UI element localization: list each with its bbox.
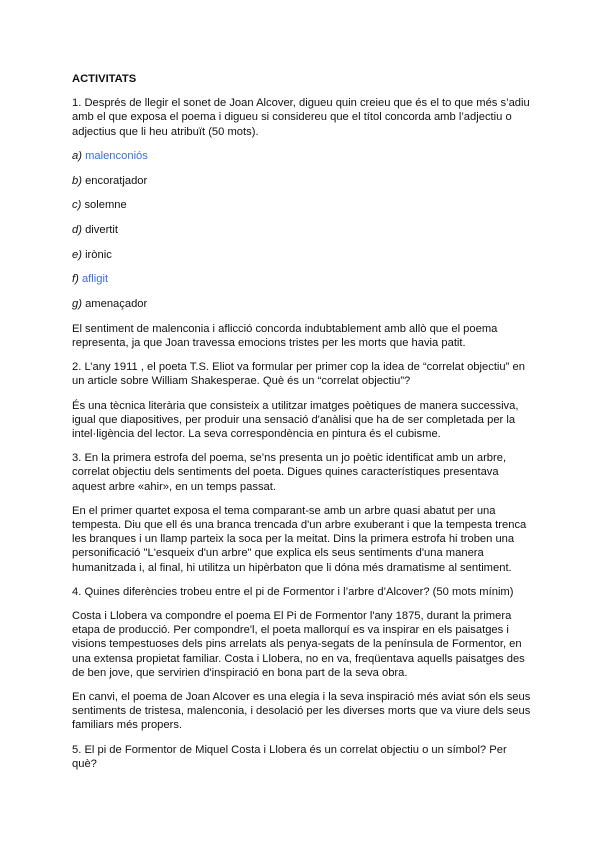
- option-letter: f): [72, 273, 79, 286]
- answer-1: El sentiment de malenconia i aflicció concorda indubtablement amb allò que el poema representa, ja que Joan travessa emocions tristes per les morts que havia patit.: [72, 322, 498, 349]
- option-letter: a): [72, 149, 82, 162]
- option-letter: e): [72, 248, 82, 261]
- option-item: [72, 149, 532, 163]
- option-text: encoratjador: [85, 174, 148, 187]
- option-letter: b): [72, 174, 82, 187]
- option-text: amenaçador: [85, 298, 148, 311]
- option-text: malenconiós: [85, 149, 148, 162]
- option-letter: c): [72, 199, 82, 212]
- page-title: ACTIVITATS: [72, 73, 137, 85]
- option-letter: g): [72, 298, 82, 311]
- answer-4b: En canvi, el poema de Joan Alcover es una elegia i la seva inspiració més aviat són els seus sentiments de tristesa, malenconia, i desolació per les diverses morts que va viure dels seus familiars més propers.: [72, 691, 531, 732]
- answer-3: En el primer quartet exposa el tema comparant-se amb un arbre quasi abatut per una tempesta. Diu que ell és una branca trencada d'un arbre exuberant i que la tempesta trenca les branques i un llamp parteix la soca per la meitat. Dins la primera estrofa hi troben una personificació "L'esqueix d'un arbre" que explica els seus sentiments d'una manera humanitzada i, al final, hi utilitza un hipèrbaton que li dóna més dramatisme al sentiment.: [72, 504, 527, 574]
- question-3: 3. En la primera estrofa del poema, se’ns presenta un jo poètic identificat amb un arbre, correlat objectiu dels sentiments del poeta. Digues quines característiques presentava aquest arbre «ahir», en un temps passat.: [72, 452, 507, 493]
- option-item: [72, 198, 532, 212]
- option-item: [72, 174, 532, 188]
- option-text: divertit: [85, 223, 119, 236]
- option-text: afligit: [81, 273, 109, 286]
- option-item: [72, 248, 532, 262]
- question-4: 4. Quines diferències trobeu entre el pi de Formentor i l’arbre d’Alcover? (50 mots mínim): [72, 585, 514, 598]
- question-5: 5. El pi de Formentor de Miquel Costa i Llobera és un correlat objectiu o un símbol? Per què?: [72, 743, 507, 770]
- option-text: irònic: [85, 248, 112, 261]
- question-2: 2. L’any 1911 , el poeta T.S. Eliot va formular per primer cop la idea de “correlat objectiu” en un article sobre William Shakesperae. Què és un “correlat objectiu”?: [72, 361, 525, 388]
- option-item: [72, 272, 532, 286]
- option-item: [72, 297, 532, 311]
- option-list: [72, 149, 532, 311]
- answer-2: És una tècnica literària que consisteix a utilitzar imatges poètiques de manera successiva, igual que diapositives, per produir una sensació d'anàlisi que ha de ser completada per la intel·ligència del lector. La seva correspondència en pintura és el cubisme.: [72, 399, 519, 440]
- answer-4a: Costa i Llobera va compondre el poema El Pi de Formentor l'any 1875, durant la primera etapa de producció. Per compondre'l, el poeta mallorquí es va inspirar en els paisatges i visions tempestuoses dels pins arrelats als penya-segats de la península de Formentor, en una extensa propietat familiar. Costa i Llobera, no en va, freqüentava aquells paisatges des de ben jove, que servirien d'inspiració en bona part de la seva obra.: [72, 609, 525, 679]
- option-letter: d): [72, 223, 82, 236]
- option-text: solemne: [84, 199, 127, 212]
- question-1: 1. Després de llegir el sonet de Joan Alcover, digueu quin creieu que és el to que més s’adiu amb el que exposa el poema i digueu si considereu que el títol concorda amb l’adjectiu o adjectius que li heu atribuït (50 mots).: [72, 97, 530, 138]
- option-item: [72, 223, 532, 237]
